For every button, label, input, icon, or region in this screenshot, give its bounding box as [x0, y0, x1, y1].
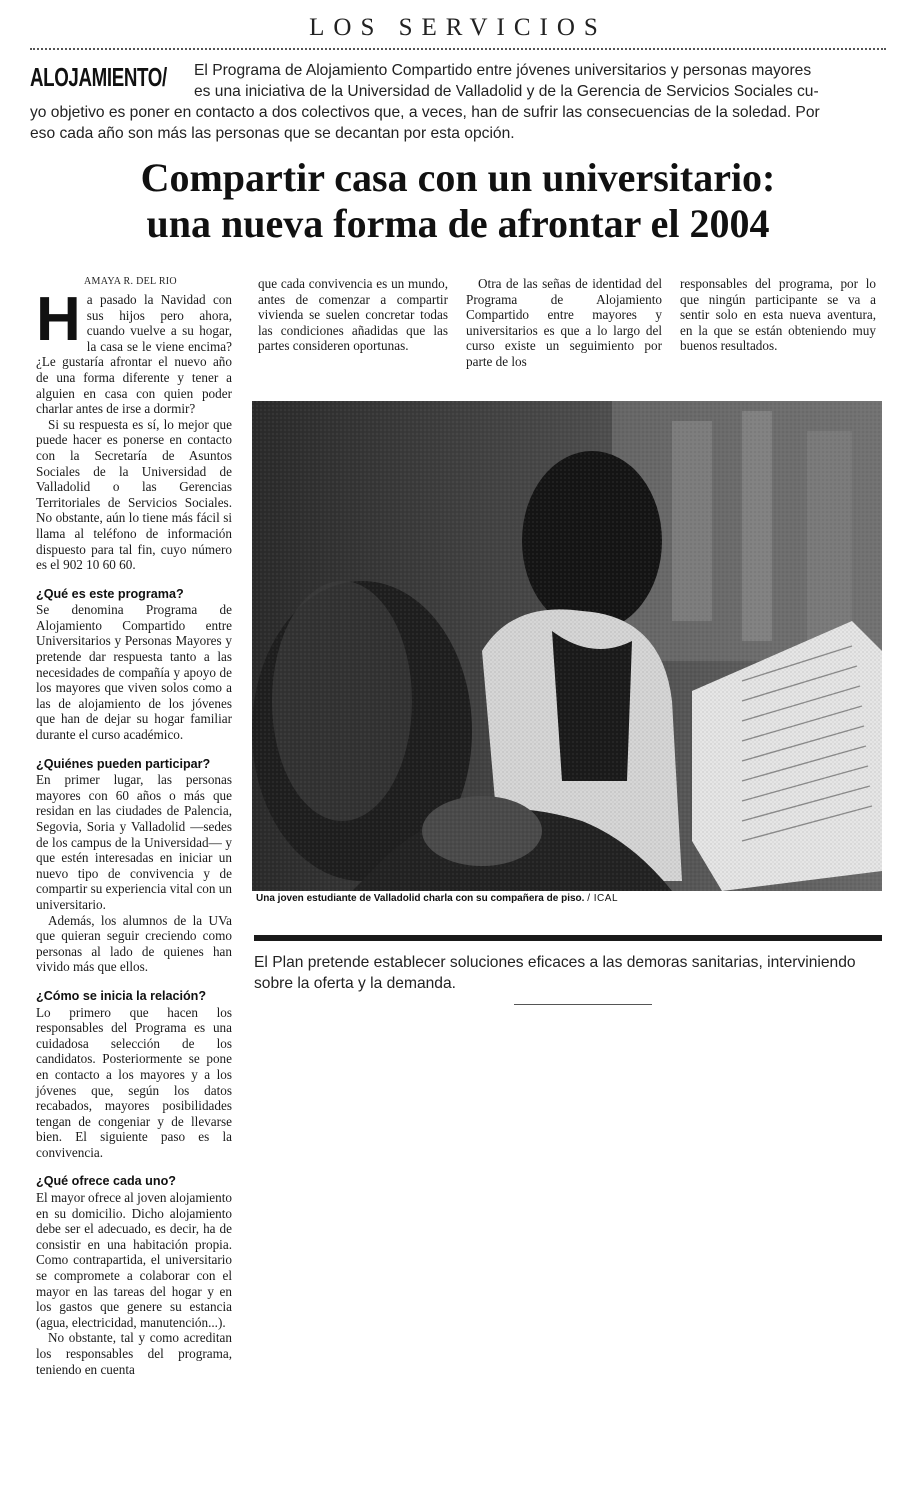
headline-line: una nueva forma de afrontar el 2004: [146, 201, 770, 246]
teaser-divider: [254, 935, 882, 941]
lede-line: es una iniciativa de la Universidad de Valladolid y de la Gerencia de Servicios Sociales cu-: [194, 83, 819, 100]
byline: AMAYA R. DEL RIO: [84, 276, 177, 287]
caption-text: Una joven estudiante de Valladolid charla con su compañera de piso.: [256, 893, 585, 904]
intro-paragraph: a pasado la Navidad con sus hijos pero ahora, cuando vuelve a su hogar, la casa se le viene encima? ¿Le gustaría afrontar el nuevo año de una forma diferente y tener a alguien en casa con quien poder charlar antes de irse a dormir?: [36, 292, 232, 417]
photo-caption: [256, 893, 876, 904]
body-paragraph: Se denomina Programa de Alojamiento Compartido entre Universitarios y Personas Mayores y pretende dar respuesta tanto a las necesidades de compañía y apoyo de los mayores que viven solos como a las de alojamiento de los jóvenes que han de dejar su hogar familiar durante el curso académico.: [36, 602, 232, 743]
teaser-text: El Plan pretende establecer soluciones eficaces a las demoras sanitarias, interviniendo sobre la oferta y la demanda.: [254, 954, 856, 992]
subheading: ¿Cómo se inicia la relación?: [36, 988, 207, 1003]
section-tag: ALOJAMIENTO/: [30, 62, 167, 92]
headline: [30, 155, 886, 247]
body-paragraph: No obstante, tal y como acreditan los responsables del programa, teniendo en cuenta: [36, 1330, 232, 1377]
lede-line: yo objetivo es poner en contacto a dos colectivos que, a veces, han de sufrir las consecuencias de la soledad. Por: [30, 104, 820, 121]
drop-cap: H: [36, 285, 81, 354]
headline-line: Compartir casa con un universitario:: [140, 155, 776, 200]
subheading: ¿Quiénes pueden participar?: [36, 756, 211, 771]
section-title: LOS SERVICIOS: [309, 14, 607, 41]
body-paragraph: Otra de las señas de identidad del Programa de Alojamiento Compartido entre mayores y universitarios es que a lo largo del curso existe un seguimiento por parte de los: [466, 276, 662, 369]
subheading: ¿Qué es este programa?: [36, 586, 184, 601]
body-paragraph: En primer lugar, las personas mayores con 60 años o más que residan en las ciudades de Palencia, Segovia, Soria y Valladolid —sedes de los campus de la Universidad— y que estén interesadas en iniciar un nuevo tipo de convivencia y de compartir su experiencia vital con un universitario.: [36, 772, 232, 912]
teaser-end-rule: [514, 1004, 652, 1005]
body-paragraph: Además, los alumnos de la UVa que quieran seguir creciendo como personas al lado de quienes han vivido más que ellos.: [36, 912, 232, 975]
article-column-4: [680, 276, 876, 354]
photo-credit: / ICAL: [587, 893, 619, 904]
article-column-3: [466, 276, 662, 370]
photo-illustration: [252, 401, 882, 891]
body-paragraph: El mayor ofrece al joven alojamiento en su domicilio. Dicho alojamiento debe ser el adecuado, es decir, ha de consistir en una habitación propia. Como contrapartida, el universitario se compromete a colaborar con el mayor en las tareas del hogar y en los gastos que genere su estancia (agua, electricidad, manutención...).: [36, 1190, 232, 1330]
body-paragraph: Si su respuesta es sí, lo mejor que puede hacer es ponerse en contacto con la Secretaría de Asuntos Sociales de la Universidad de Valladolid o las Gerencias Territoriales de Servicios Sociales. No obstante, aún lo tiene más fácil si llama al teléfono de información dispuesto para tal fin, cuyo número es el 902 10 60 60.: [36, 416, 232, 573]
article-column-2: [258, 276, 448, 354]
lede-paragraph: [30, 60, 878, 144]
article-column-1: [36, 285, 232, 1377]
news-photo: [252, 401, 882, 891]
body-paragraph: responsables del programa, por lo que ningún participante se va a sentir solo en esta nueva aventura, en la que se están obteniendo muy buenos resultados.: [680, 276, 876, 354]
body-paragraph: que cada convivencia es un mundo, antes de comenzar a compartir vivienda se suelen concretar todas las condiciones añadidas que las partes consideren oportunas.: [258, 276, 448, 354]
lede-line: eso cada año son más las personas que se decantan por esta opción.: [30, 125, 515, 142]
body-paragraph: Lo primero que hacen los responsables del Programa es una cuidadosa selección de los candidatos. Posteriormente se pone en contacto a los mayores y a los jóvenes que, según los datos recabados, mayores posibilidades tengan de congeniar y de llevarse bien. El siguiente paso es la convivencia.: [36, 1004, 232, 1160]
subheading: ¿Qué ofrece cada uno?: [36, 1174, 176, 1189]
header-divider: [30, 48, 886, 50]
lede-line: El Programa de Alojamiento Compartido entre jóvenes universitarios y personas mayores: [194, 62, 812, 79]
